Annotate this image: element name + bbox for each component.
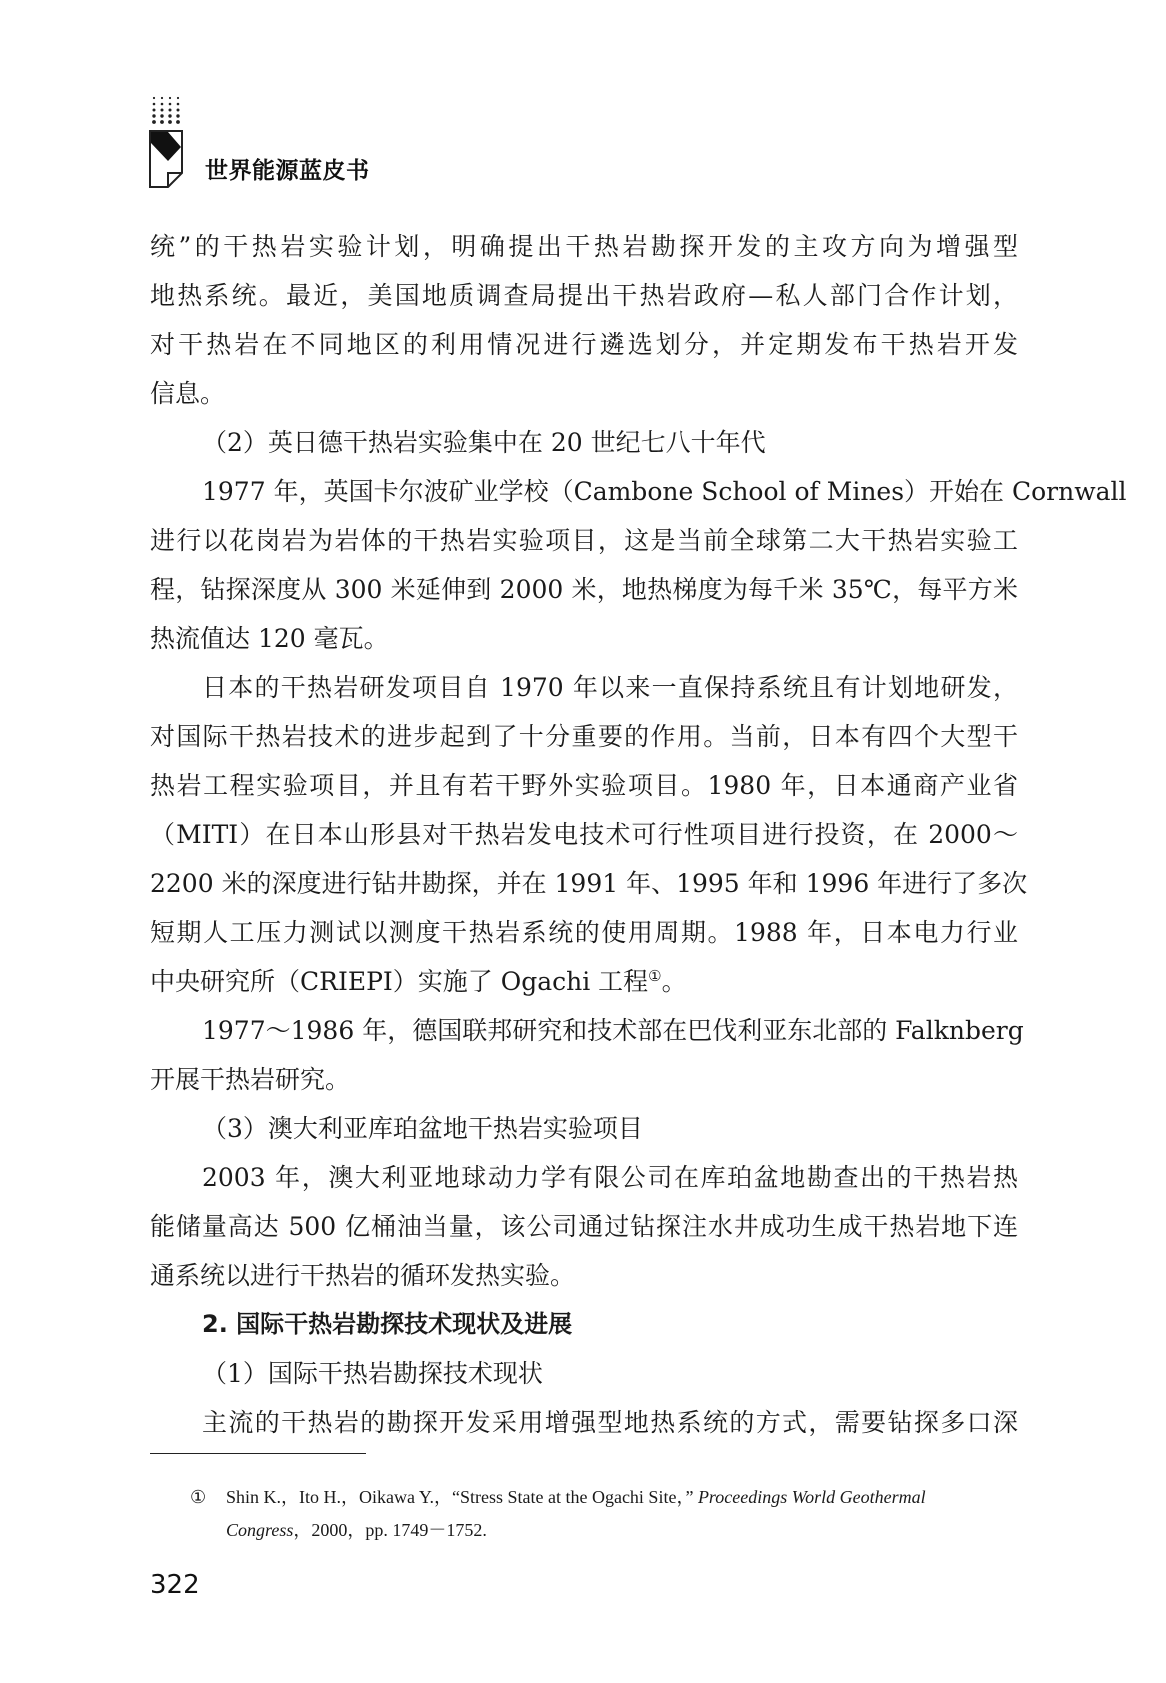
footnote-divider	[150, 1453, 366, 1454]
text-line: 热流值达 120 毫瓦。	[150, 624, 389, 653]
body-text	[150, 222, 1127, 1447]
text-line: 通系统以进行干热岩的循环发热实验。	[150, 1261, 576, 1290]
text-line: 1977～1986 年，德国联邦研究和技术部在巴伐利亚东北部的 Falknberg	[202, 1016, 1024, 1045]
footnote-authors: Shin K.，Ito H.，Oikawa Y.，“Stress State at the Ogachi Site，”	[226, 1487, 694, 1507]
text-line: 对干热岩在不同地区的利用情况进行遴选划分，并定期发布干热岩开发	[150, 330, 1018, 359]
text-line: 日本的干热岩研发项目自 1970 年以来一直保持系统且有计划地研发，	[202, 673, 1018, 702]
subheading-3: （3）澳大利亚库珀盆地干热岩实验项目	[202, 1114, 643, 1143]
subheading-2: （2）英日德干热岩实验集中在 20 世纪七八十年代	[202, 428, 766, 457]
text-line: 主流的干热岩的勘探开发采用增强型地热系统的方式，需要钻探多口深	[202, 1408, 1018, 1437]
text-line: 程，钻探深度从 300 米延伸到 2000 米，地热梯度为每千米 35℃，每平方米	[150, 575, 1018, 604]
text-line: （MITI）在日本山形县对干热岩发电技术可行性项目进行投资，在 2000～	[150, 820, 1018, 849]
page-number: 322	[150, 1570, 200, 1600]
footnote-reference[interactable]: ①	[648, 967, 662, 985]
text-line: 2003 年，澳大利亚地球动力学有限公司在库珀盆地勘查出的干热岩热	[202, 1163, 1018, 1192]
text-line-part: 。	[661, 967, 687, 996]
text-line: 热岩工程实验项目，并且有若干野外实验项目。1980 年，日本通商产业省	[150, 771, 1018, 800]
footnote	[190, 1481, 1018, 1547]
footnote-journal: Congress	[226, 1520, 294, 1540]
text-line-part: 中央研究所（CRIEPI）实施了 Ogachi 工程	[150, 967, 649, 996]
book-series-logo-icon	[148, 95, 194, 195]
footnote-details: ，2000，pp. 1749－1752.	[293, 1520, 487, 1540]
text-line: 开展干热岩研究。	[150, 1065, 351, 1094]
section-heading: 2. 国际干热岩勘探技术现状及进展	[202, 1310, 573, 1338]
footnote-marker: ①	[190, 1487, 207, 1507]
text-line: 进行以花岗岩为岩体的干热岩实验项目，这是当前全球第二大干热岩实验工	[150, 526, 1018, 555]
text-line: 能储量高达 500 亿桶油当量，该公司通过钻探注水井成功生成干热岩地下连	[150, 1212, 1018, 1241]
footnote-line	[190, 1481, 1018, 1514]
text-line: 信息。	[150, 379, 226, 408]
text-line: 1977 年，英国卡尔波矿业学校（Cambone School of Mines）开始在 Cornwall	[202, 477, 1127, 506]
text-line	[150, 957, 1018, 1006]
book-series-title: 世界能源蓝皮书	[205, 158, 370, 184]
footnote-line	[190, 1514, 1018, 1547]
text-line: 统”的干热岩实验计划，明确提出干热岩勘探开发的主攻方向为增强型	[150, 232, 1018, 261]
text-line: 地热系统。最近，美国地质调查局提出干热岩政府—私人部门合作计划，	[150, 281, 1018, 310]
text-line: 2200 米的深度进行钻井勘探，并在 1991 年、1995 年和 1996 年进行了多次	[150, 869, 1028, 898]
footnote-journal: Proceedings World Geothermal	[697, 1487, 926, 1507]
text-line: 对国际干热岩技术的进步起到了十分重要的作用。当前，日本有四个大型干	[150, 722, 1018, 751]
text-line: 短期人工压力测试以测度干热岩系统的使用周期。1988 年，日本电力行业	[150, 918, 1018, 947]
subheading-1: （1）国际干热岩勘探技术现状	[202, 1359, 543, 1388]
